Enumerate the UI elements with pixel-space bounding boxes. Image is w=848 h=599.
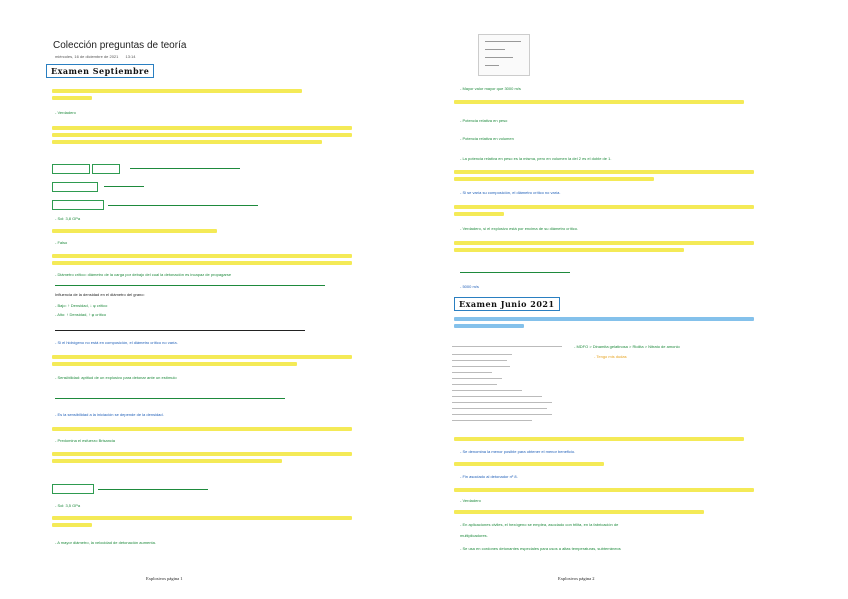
- highlight-question: [454, 177, 654, 181]
- highlight-question: [454, 488, 754, 492]
- page-2: [424, 0, 848, 599]
- highlight-question: [52, 523, 92, 527]
- formula-box: [52, 484, 94, 494]
- highlight-question: [52, 459, 282, 463]
- highlight-question: [52, 261, 352, 265]
- time-text: 13:14: [125, 54, 136, 59]
- document-title: Colección preguntas de teoría: [53, 40, 187, 51]
- answer-text: - Bajo: ↑ Densidad, ↓ φ crítico: [55, 303, 108, 308]
- highlight-question: [52, 452, 352, 456]
- answer-text: Influencia de la densidad en el diámetro del grano:: [55, 292, 145, 297]
- note-text: - Tengo mis dudas: [594, 354, 627, 359]
- answer-text: - Potencia relativa en volumen: [460, 136, 514, 141]
- answer-text: - Fin asociado al detonador nº 8.: [460, 474, 518, 479]
- highlight-question: [52, 133, 352, 137]
- answer-text: - Se usa en cordones detonantes especiales para usos a altas temperaturas, subterráneos: [460, 546, 621, 551]
- answer-text: - Es la sensibilidad a la iniciación se depende de la densidad.: [55, 412, 164, 417]
- page-footer: Explosivos página 1: [146, 576, 183, 581]
- answer-text: - Predomina el esfuerzo Brisancia: [55, 438, 116, 443]
- section-heading-septiembre: Examen Septiembre: [46, 64, 154, 78]
- formula-box: [52, 200, 104, 210]
- handwritten-formula: [98, 489, 208, 490]
- date-text: miércoles, 16 de diciembre de 2021: [55, 54, 119, 59]
- highlight-question: [454, 248, 684, 252]
- answer-text: - Sensibilidad: aptitud de un explosivo para detonar ante un estímulo: [55, 375, 177, 380]
- embedded-image: [478, 34, 530, 76]
- highlight-question: [454, 205, 754, 209]
- formula-box: [52, 182, 98, 192]
- document-date: [55, 54, 142, 59]
- section-heading-junio: Examen Junio 2021: [454, 297, 560, 311]
- answer-text: - Alto: ↑ Densidad, ↑ φ crítico: [55, 312, 107, 317]
- answer-text: - 5000 m/s: [460, 284, 479, 289]
- highlight-question: [52, 89, 302, 93]
- highlight-question: [454, 437, 744, 441]
- answer-text: - Sol: 3,8 GPa: [55, 216, 81, 221]
- formula-box: [52, 164, 90, 174]
- highlight-question: [454, 324, 524, 328]
- highlight-question: [52, 516, 352, 520]
- highlight-question: [52, 254, 352, 258]
- answer-text: - Mayor valor mayor que 3000 m/s: [460, 86, 521, 91]
- highlight-question: [454, 317, 754, 321]
- highlight-question: [454, 170, 754, 174]
- answer-text: - Diámetro crítico: diámetro de la carga por debajo del cual la detonación es incapaz de propagarse: [55, 272, 232, 277]
- answer-text: - Se denomina la menor posible para obtener el menor beneficio.: [460, 449, 576, 454]
- handwritten-formula: [130, 168, 240, 169]
- answer-text: - Si se varía su composición, el diámetro crítico no varía.: [460, 190, 561, 195]
- handwritten-line: [55, 398, 285, 399]
- highlight-question: [52, 126, 352, 130]
- answer-text: multiplicadores.: [460, 533, 488, 538]
- handwritten-formula: [104, 186, 144, 187]
- answer-text: - Verdadero: [55, 110, 76, 115]
- answer-text: - Potencia relativa en peso: [460, 118, 508, 123]
- highlight-question: [454, 462, 604, 466]
- answer-text: - En aplicaciones civiles, el hexógeno se emplea, asociado con trilita, en la fabricación de: [460, 522, 619, 527]
- answer-text: - A mayor diámetro, la velocidad de detonación aumenta.: [55, 540, 156, 545]
- handwritten-line: [55, 285, 325, 286]
- page-footer: Explosivos página 2: [558, 576, 595, 581]
- highlight-question: [52, 229, 217, 233]
- highlight-question: [52, 140, 322, 144]
- answer-text: - Verdadero, si el explosivo está por encima de su diámetro crítico.: [460, 226, 579, 231]
- highlight-question: [52, 362, 297, 366]
- answer-text: - MDFO > Dinamita gelatinosa > Riolita > Nitrato de amonio: [574, 344, 680, 349]
- answer-text: - Falso: [55, 240, 68, 245]
- highlight-question: [52, 96, 92, 100]
- handwritten-line: [55, 330, 305, 331]
- highlight-question: [454, 241, 754, 245]
- highlight-question: [454, 212, 504, 216]
- embedded-table-image: [452, 344, 562, 426]
- highlight-question: [52, 355, 352, 359]
- highlight-question: [454, 510, 704, 514]
- answer-text: - Si el hidrógeno no está en composición, el diámetro crítico no varía.: [55, 340, 178, 345]
- handwritten-formula: [108, 205, 258, 206]
- highlight-question: [52, 427, 352, 431]
- highlight-question: [454, 100, 744, 104]
- answer-text: - La potencia relativa en peso es la misma, pero en volumen la del 2 es el doble de 1.: [460, 156, 612, 161]
- formula-box: [92, 164, 120, 174]
- handwritten-formula: [460, 272, 570, 273]
- answer-text: - Verdadero: [460, 498, 481, 503]
- answer-text: - Sol: 3,5 GPa: [55, 503, 81, 508]
